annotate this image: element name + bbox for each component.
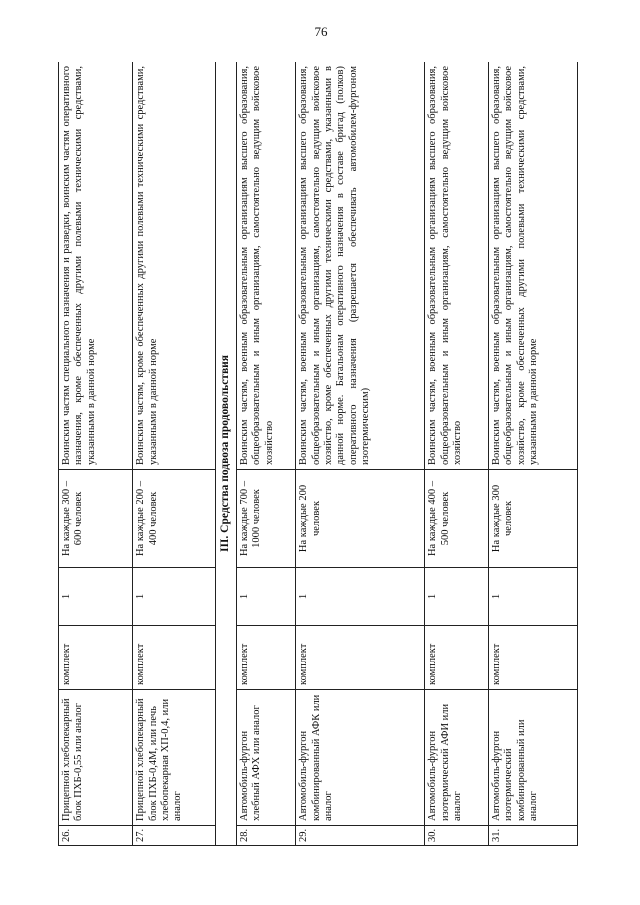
item-quantity: 1 — [296, 568, 425, 626]
item-norm: На каждые 700 – 1000 человек — [236, 470, 295, 568]
row-number: 26. — [59, 826, 133, 846]
row-number: 27. — [133, 826, 216, 846]
row-number: 29. — [296, 826, 425, 846]
rotated-table-area — [58, 62, 578, 846]
table-row — [59, 62, 133, 846]
section-title: III. Средства подвоза продовольствия — [215, 62, 236, 846]
item-recipients: Воинским частям, военным образовательным организациям высшего образования, общеобразовательным и иным организациям, самостоятельно ведущим войсковое хозяйство — [425, 62, 489, 470]
table-row — [236, 62, 295, 846]
item-name: Прицепной хлебопекарный блок ПХБ-0,4М, или печь хлебопекарная ХП-0,4, или аналог — [133, 690, 216, 826]
item-name: Автомобиль-фургон изотермический АФИ или аналог — [425, 690, 489, 826]
equipment-norms-table — [58, 62, 578, 846]
row-number: 28. — [236, 826, 295, 846]
row-number: 30. — [425, 826, 489, 846]
item-recipients: Воинским частям, кроме обеспеченных другими полевыми техническими средствами, указанными в данной норме — [133, 62, 216, 470]
item-quantity: 1 — [133, 568, 216, 626]
item-name: Автомобиль-фургон комбинированный АФК или аналог — [296, 690, 425, 826]
item-norm: На каждые 200 человек — [296, 470, 425, 568]
item-recipients: Воинским частям, военным образовательным организациям высшего образования, общеобразовательным и иным организациям, самостоятельно ведущим войсковое хозяйство, кроме обеспеченных другими техническими средствами, указанными в данной норме. Батальонам оперативного назначения в составе бригад (полков) оперативного назначения (разрешается обеспечивать автомобилем-фургоном изотермическим) — [296, 62, 425, 470]
item-quantity: 1 — [59, 568, 133, 626]
table-row — [489, 62, 578, 846]
item-unit: комплект — [296, 626, 425, 690]
item-recipients: Воинским частям, военным образовательным организациям высшего образования, общеобразовательным и иным организациям, самостоятельно ведущим войсковое хозяйство — [236, 62, 295, 470]
section-header-row — [215, 62, 236, 846]
table-row — [133, 62, 216, 846]
item-quantity: 1 — [425, 568, 489, 626]
item-unit: комплект — [236, 626, 295, 690]
item-name: Автомобиль-фургон изотермический комбинированный или аналог — [489, 690, 578, 826]
item-unit: комплект — [489, 626, 578, 690]
item-unit: комплект — [59, 626, 133, 690]
item-name: Автомобиль-фургон хлебный АФХ или аналог — [236, 690, 295, 826]
row-number: 31. — [489, 826, 578, 846]
item-norm: На каждые 200 – 400 человек — [133, 470, 216, 568]
item-recipients: Воинским частям, военным образовательным организациям высшего образования, общеобразовательным и иным организациям, самостоятельно ведущим войсковое хозяйство, кроме обеспеченных другими полевыми техническими средствами, указанными в данной норме — [489, 62, 578, 470]
rotated-table-container — [58, 62, 578, 846]
item-norm: На каждые 300 человек — [489, 470, 578, 568]
table-row — [425, 62, 489, 846]
item-name: Прицепной хлебопекарный блок ПХБ-0,55 или аналог — [59, 690, 133, 826]
page-number: 76 — [314, 24, 328, 39]
item-unit: комплект — [425, 626, 489, 690]
table-row — [296, 62, 425, 846]
item-norm: На каждые 300 – 600 человек — [59, 470, 133, 568]
item-unit: комплект — [133, 626, 216, 690]
item-quantity: 1 — [236, 568, 295, 626]
item-norm: На каждые 400 – 500 человек — [425, 470, 489, 568]
item-quantity: 1 — [489, 568, 578, 626]
item-recipients: Воинским частям специального назначения и разведки, воинским частям оперативного назначения, кроме обеспеченных другими полевыми техническими средствами, указанными в данной норме — [59, 62, 133, 470]
